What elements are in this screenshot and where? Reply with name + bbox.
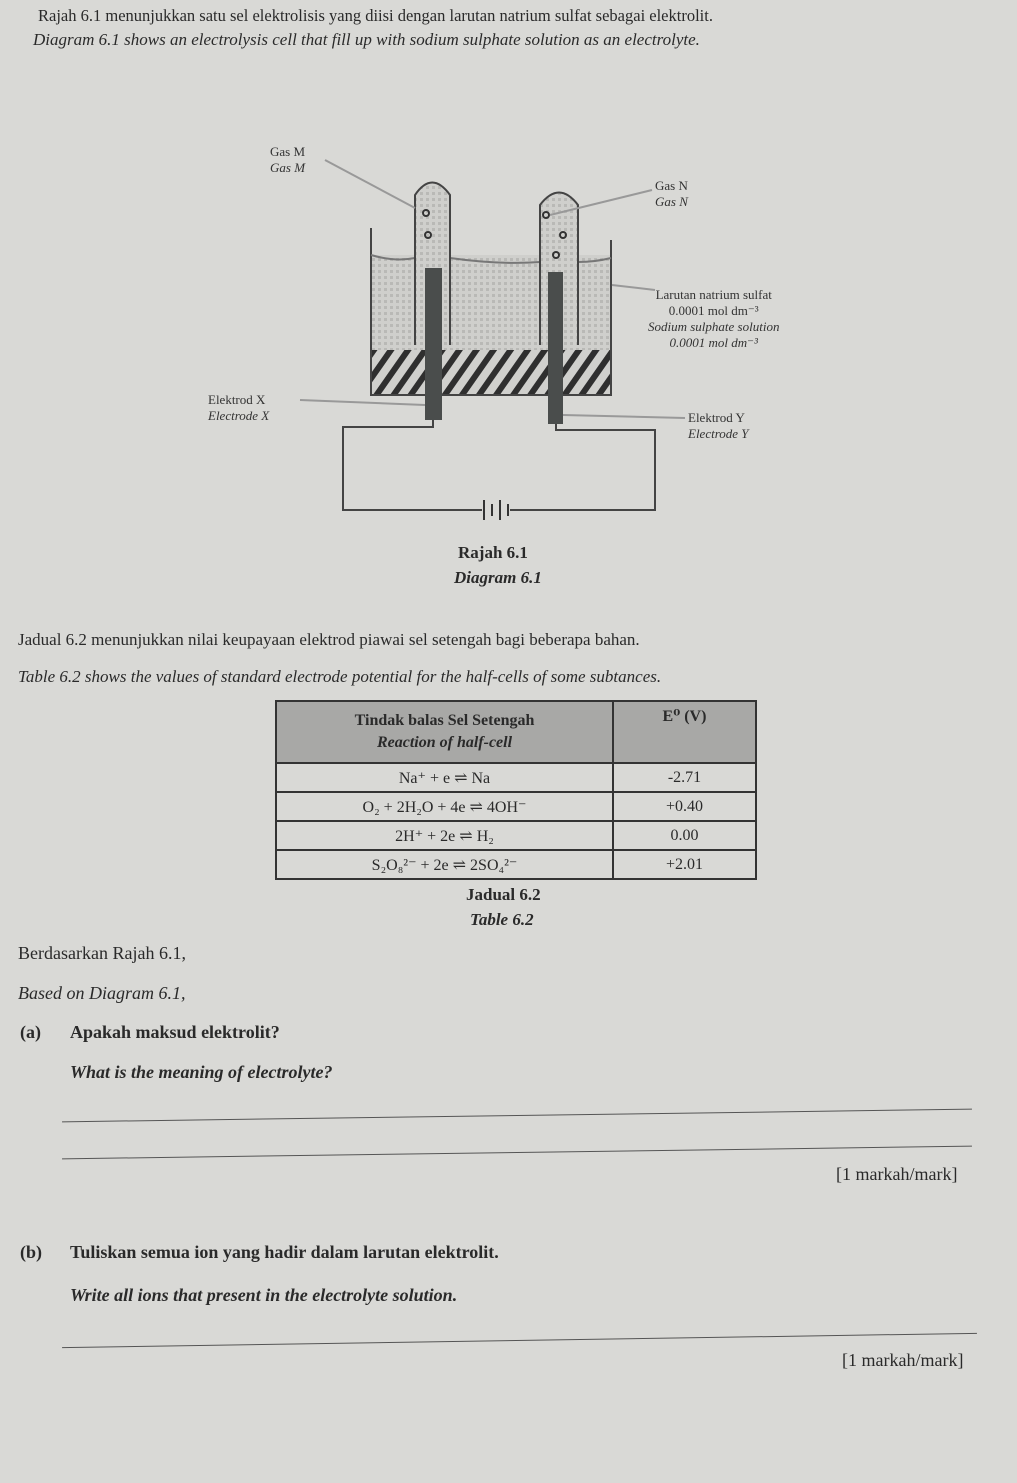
battery-icon bbox=[484, 500, 508, 520]
table-row: S₂O₈²⁻ + 2e ⇌ 2SO₄²⁻ +2.01 bbox=[276, 850, 756, 879]
based-on-malay: Berdasarkan Rajah 6.1, bbox=[18, 943, 186, 963]
table-intro-malay: Jadual 6.2 menunjukkan nilai keupayaan elektrod piawai sel setengah bagi beberapa bahan. bbox=[18, 630, 640, 649]
table-intro-english: Table 6.2 shows the values of standard electrode potential for the half-cells of some subtances. bbox=[18, 667, 662, 686]
circuit-wire bbox=[343, 420, 655, 510]
table-caption-english: Table 6.2 bbox=[470, 910, 534, 929]
question-a-english: What is the meaning of electrolyte? bbox=[70, 1062, 333, 1082]
gas-m-label: Gas M Gas M bbox=[270, 144, 306, 175]
electrode-y-label: Elektrod Y Electrode Y bbox=[688, 410, 749, 441]
question-b-english: Write all ions that present in the electrolyte solution. bbox=[70, 1285, 458, 1305]
answer-line[interactable] bbox=[62, 1146, 972, 1160]
question-a-malay: Apakah maksud elektrolit? bbox=[70, 1022, 280, 1042]
diagram-caption-malay: Rajah 6.1 bbox=[458, 543, 528, 562]
answer-line[interactable] bbox=[62, 1333, 977, 1348]
gas-n-label: Gas N Gas N bbox=[655, 178, 688, 209]
table-caption-malay: Jadual 6.2 bbox=[466, 885, 541, 904]
hatched-layer bbox=[372, 350, 610, 395]
intro-malay: Rajah 6.1 menunjukkan satu sel elektrolisis yang diisi dengan larutan natrium sulfat sebagai elektrolit. bbox=[38, 6, 713, 25]
diagram-caption-english: Diagram 6.1 bbox=[454, 568, 542, 587]
question-b-malay: Tuliskan semua ion yang hadir dalam larutan elektrolit. bbox=[70, 1242, 499, 1262]
question-a-label: (a) bbox=[20, 1022, 41, 1042]
electrolysis-cell-diagram bbox=[0, 0, 1017, 540]
table-row: O₂ + 2H₂O + 4e ⇌ 4OH⁻ +0.40 bbox=[276, 792, 756, 821]
question-b-label: (b) bbox=[20, 1242, 42, 1262]
electrode-x-label: Elektrod X Electrode X bbox=[208, 392, 270, 423]
question-a-marks: [1 markah/mark] bbox=[836, 1164, 958, 1184]
table-row: 2H⁺ + 2e ⇌ H₂ 0.00 bbox=[276, 821, 756, 850]
electrode-y bbox=[548, 272, 563, 424]
intro-english: Diagram 6.1 shows an electrolysis cell that fill up with sodium sulphate solution as an electrolyte. bbox=[33, 30, 700, 49]
solution-label: Larutan natrium sulfat 0.0001 mol dm⁻³ Sodium sulphate solution 0.0001 mol dm⁻³ bbox=[648, 287, 780, 350]
table-row: Na⁺ + e ⇌ Na -2.71 bbox=[276, 763, 756, 792]
question-b-marks: [1 markah/mark] bbox=[842, 1350, 964, 1370]
table-header: Tindak balas Sel Setengah Reaction of half-cell E⁰ (V) bbox=[276, 701, 756, 763]
electrode-potential-table bbox=[275, 700, 757, 880]
electrode-x bbox=[425, 268, 442, 420]
based-on-english: Based on Diagram 6.1, bbox=[18, 983, 186, 1003]
answer-line[interactable] bbox=[62, 1109, 972, 1123]
